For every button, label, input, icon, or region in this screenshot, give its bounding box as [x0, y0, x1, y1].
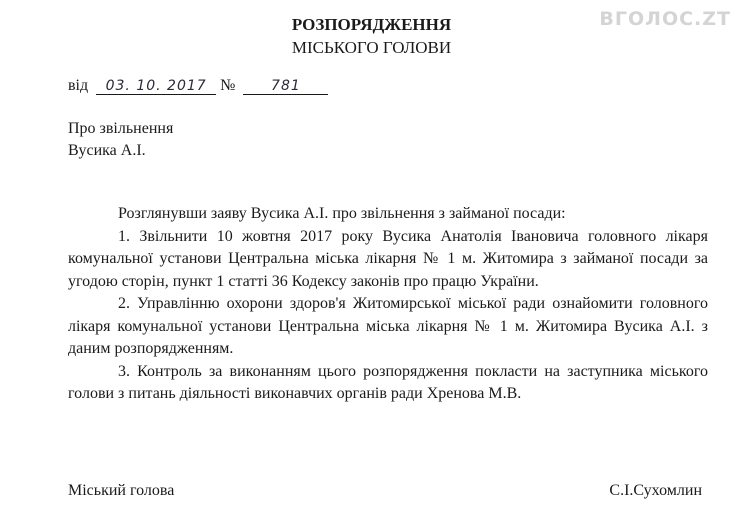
handwritten-number: 781	[243, 78, 328, 95]
number-label: №	[220, 77, 236, 94]
document-body	[68, 203, 708, 406]
body-item-1: 1. Звільнити 10 жовтня 2017 року Вусика Анатолія Івановича головного лікаря комунальної установи Центральна міська лікарня № 1 м. Житомира з займаної посади за угодою сторін, пункт 1 статті 36 Кодексу законів про працю України.	[68, 227, 708, 290]
subject-block	[68, 118, 173, 162]
dateline	[68, 77, 328, 95]
signatory-name: С.І.Сухомлин	[609, 482, 702, 499]
body-intro: Розглянувши заяву Вусика А.І. про звільнення з займаної посади:	[118, 205, 566, 222]
body-item-2: 2. Управлінню охорони здоров'я Житомирської міської ради ознайомити головного лікаря комунальної установи Центральна міська лікарня № 1 м. Житомира Вусика А.І. з даним розпорядженням.	[68, 295, 708, 357]
document-subtitle: МІСЬКОГО ГОЛОВИ	[291, 38, 452, 57]
site-watermark: ВГОЛОС.ZT	[599, 8, 731, 30]
signatory-position: Міський голова	[68, 482, 175, 499]
document-title: РОЗПОРЯДЖЕННЯ	[291, 15, 452, 34]
document-header	[0, 13, 743, 59]
date-label: від	[68, 77, 89, 94]
subject-line-1: Про звільнення	[68, 120, 174, 137]
handwritten-date: 03. 10. 2017	[96, 78, 216, 95]
subject-line-2: Вусика А.І.	[68, 142, 146, 159]
body-item-3: 3. Контроль за виконанням цього розпорядження покласти на заступника міського голови з питань діяльності виконавчих органів ради Хренова М.В.	[68, 362, 708, 402]
